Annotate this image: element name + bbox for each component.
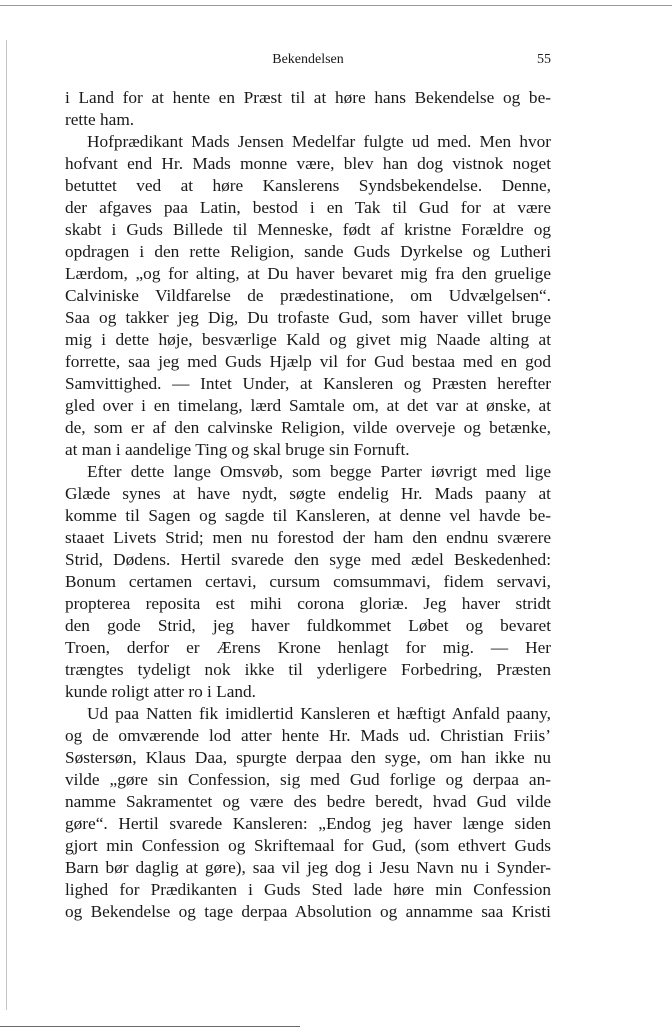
page-edge-top — [0, 5, 672, 6]
text-line: staaet Livets Strid; men nu forestod der ham den endnu sværere — [65, 528, 551, 547]
text-line: rette ham. — [65, 110, 135, 129]
text-line: og de omværende lod atter hente Hr. Mads ud. Christian Friis’ — [65, 726, 551, 745]
body-text — [65, 87, 551, 923]
text-line: gjort min Confession og Skriftemaal for Gud, (som ethvert Guds — [65, 836, 551, 855]
page-header — [65, 52, 551, 72]
page-edge-bottom — [0, 1026, 300, 1027]
text-line: Hofprædikant Mads Jensen Medelfar fulgte ud med. Men hvor — [87, 132, 551, 151]
text-line: i Land for at hente en Præst til at høre hans Bekendelse og be- — [65, 88, 551, 107]
running-title: Bekendelsen — [272, 52, 344, 67]
text-line: propterea reposita est mihi corona gloriæ. Jeg haver stridt — [65, 594, 551, 613]
text-line: gøre“. Hertil svarede Kansleren: „Endog jeg haver længe siden — [65, 814, 551, 833]
text-line: at man i aandelige Ting og skal bruge sin Fornuft. — [65, 440, 410, 459]
text-line: den gode Strid, jeg haver fuldkommet Løbet og bevaret — [65, 616, 551, 635]
text-line: Saa og takker jeg Dig, Du trofaste Gud, som haver villet bruge — [65, 308, 551, 327]
text-line: Efter dette lange Omsvøb, som begge Parter iøvrigt med lige — [87, 462, 551, 481]
text-line: trængtes tydeligt nok ikke til yderligere Forbedring, Præsten — [65, 660, 551, 679]
text-line: vilde „gøre sin Confession, sig med Gud forlige og derpaa an- — [65, 770, 551, 789]
text-line: Strid, Dødens. Hertil svarede den syge med ædel Beskedenhed: — [65, 550, 551, 569]
text-line: gled over i en timelang, lærd Samtale om, at det var at ønske, at — [65, 396, 551, 415]
text-line: namme Sakramentet og være des bedre beredt, hvad Gud vilde — [65, 792, 551, 811]
text-line: betuttet ved at høre Kanslerens Syndsbekendelse. Denne, — [65, 176, 551, 195]
text-line: forrette, saa jeg med Guds Hjælp vil for Gud bestaa med en god — [65, 352, 551, 371]
text-line: Lærdom, „og for alting, at Du haver bevaret mig fra den gruelige — [65, 264, 551, 283]
text-line: Bonum certamen certavi, cursum comsummavi, fidem servavi, — [65, 572, 551, 591]
text-line: Calviniske Vildfarelse de prædestinatione, om Udvælgelsen“. — [65, 286, 551, 305]
text-line: komme til Sagen og sagde til Kansleren, at denne vel havde be- — [65, 506, 551, 525]
text-line: der afgaves paa Latin, bestod i en Tak til Gud for at være — [65, 198, 551, 217]
text-line: kunde roligt atter ro i Land. — [65, 682, 256, 701]
page-number: 55 — [537, 52, 551, 67]
text-line: skabt i Guds Billede til Menneske, født af kristne Forældre og — [65, 220, 551, 239]
text-line: Søstersøn, Klaus Daa, spurgte derpaa den syge, om han ikke nu — [65, 748, 551, 767]
text-line: lighed for Prædikanten i Guds Sted lade høre min Confession — [65, 880, 551, 899]
text-line: Ud paa Natten fik imidlertid Kansleren et hæftigt Anfald paany, — [87, 704, 551, 723]
text-line: mig i dette høje, besværlige Kald og givet mig Naade alting at — [65, 330, 551, 349]
text-line: opdragen i den rette Religion, sande Guds Dyrkelse og Lutheri — [65, 242, 551, 261]
text-line: Samvittighed. — Intet Under, at Kansleren og Præsten herefter — [65, 374, 551, 393]
text-line: Barn bør daglig at gøre), saa vil jeg dog i Jesu Navn nu i Synder- — [65, 858, 551, 877]
text-line: Troen, derfor er Ærens Krone henlagt for mig. — Her — [65, 638, 551, 657]
text-line: Glæde synes at have nydt, søgte endelig Hr. Mads paany at — [65, 484, 551, 503]
page-edge-left — [6, 40, 7, 1010]
text-line: de, som er af den calvinske Religion, vilde overveje og betænke, — [65, 418, 551, 437]
text-line: hofvant end Hr. Mads monne være, blev han dog vistnok noget — [65, 154, 551, 173]
text-line: og Bekendelse og tage derpaa Absolution og annamme saa Kristi — [65, 902, 551, 921]
